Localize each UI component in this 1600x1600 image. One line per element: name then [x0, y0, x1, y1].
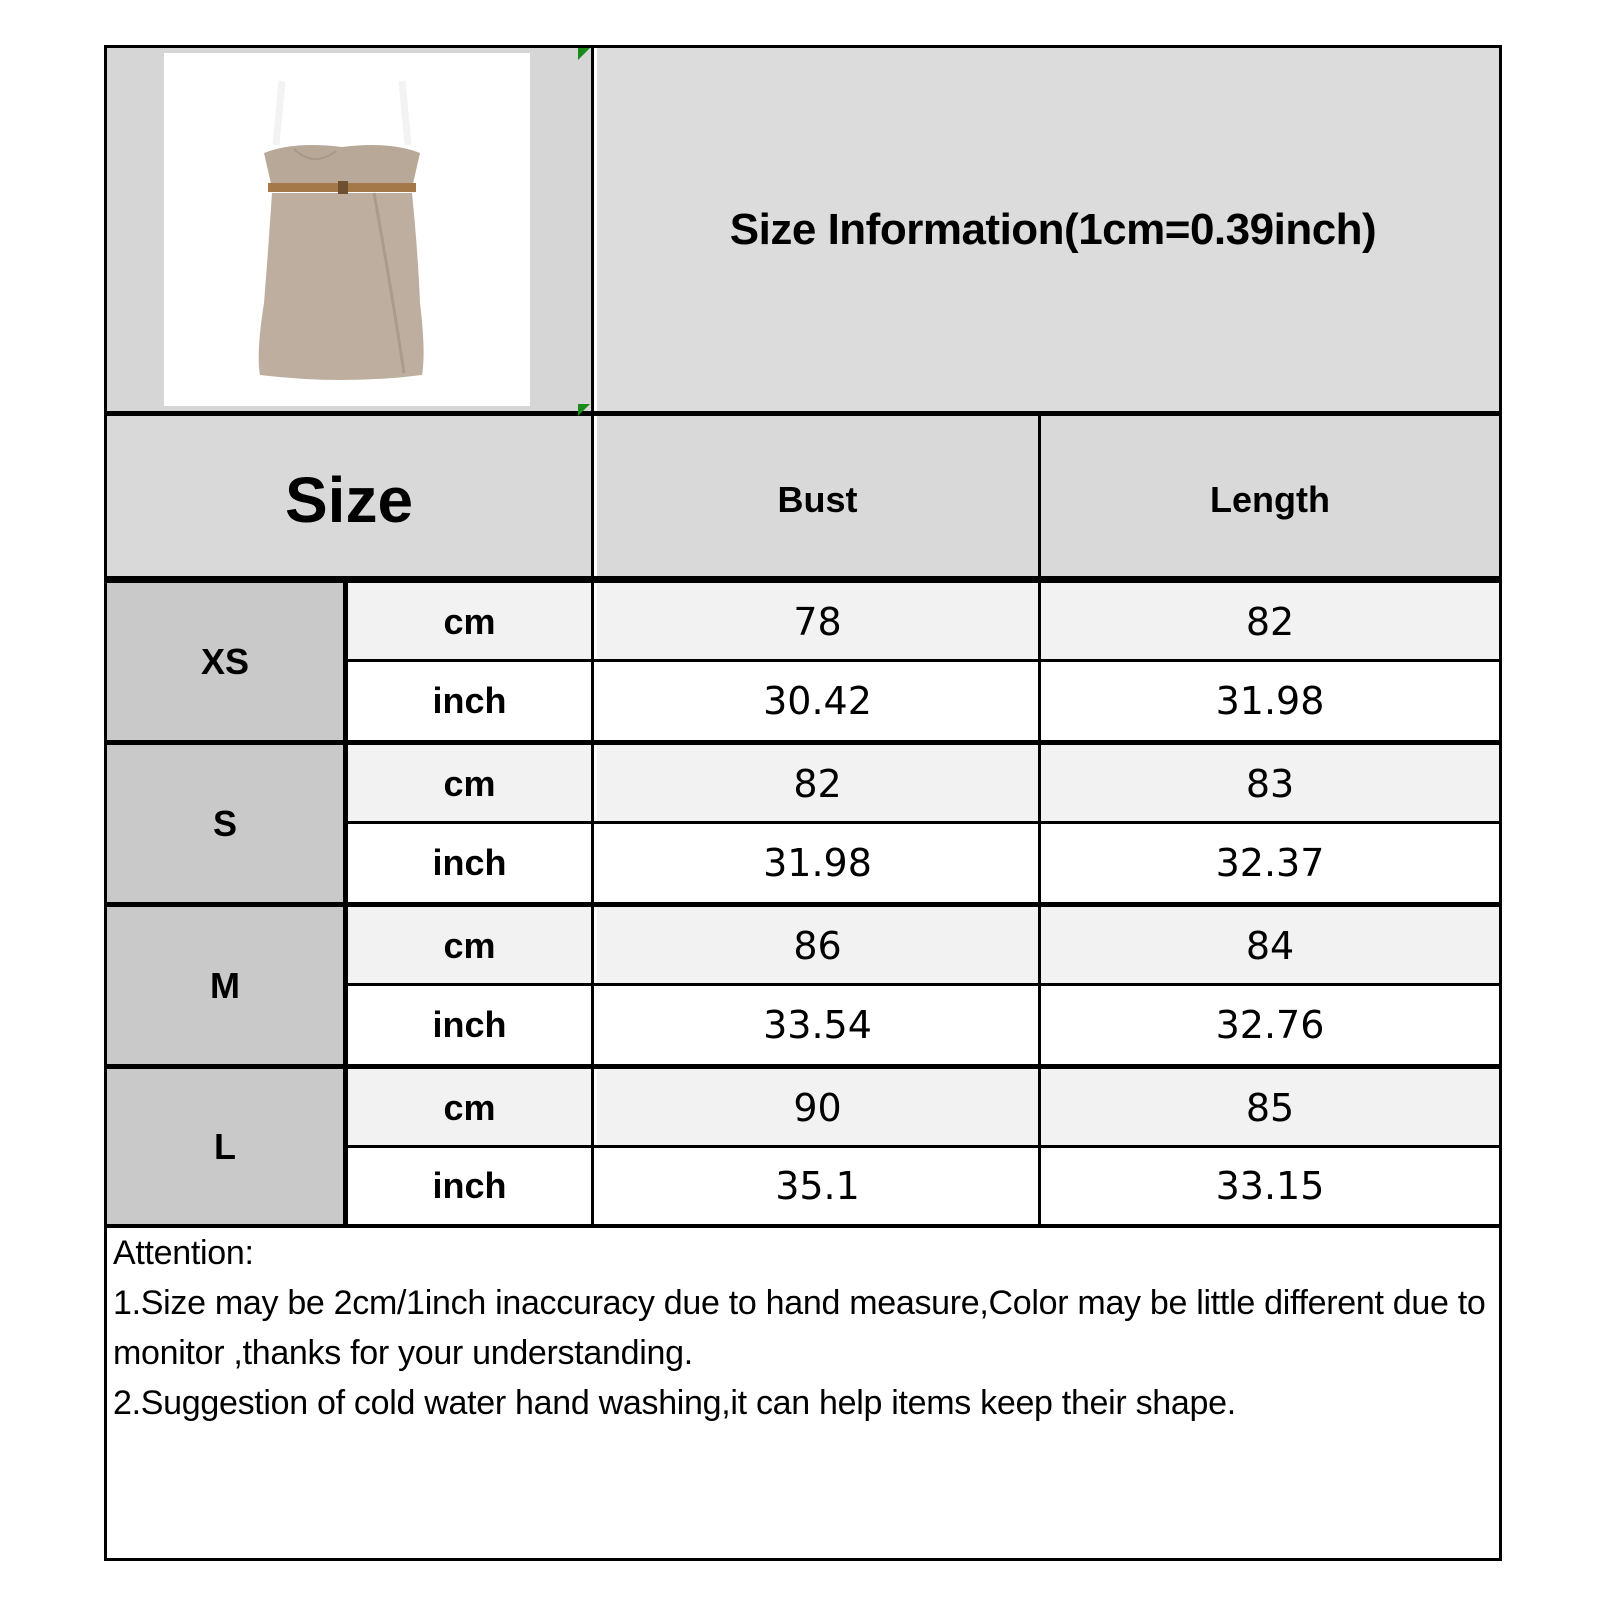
notes-heading: Attention:	[113, 1234, 254, 1272]
unit-label: cm	[348, 1069, 594, 1146]
column-divider	[1038, 583, 1041, 1224]
size-name: L	[107, 1069, 348, 1224]
bust-value: 78	[597, 583, 1038, 660]
note-line-1: 1.Size may be 2cm/1inch inaccuracy due to hand measure,Color may be little different due to monitor ,thanks for your understanding.	[113, 1284, 1486, 1372]
bust-value: 86	[597, 907, 1038, 984]
bust-value: 35.1	[597, 1148, 1038, 1224]
length-value: 82	[1041, 583, 1499, 660]
page-title: Size Information(1cm=0.39inch)	[729, 204, 1377, 254]
unit-label: inch	[348, 662, 594, 740]
bust-value: 90	[597, 1069, 1038, 1146]
bust-header: Bust	[597, 416, 1038, 583]
length-header: Length	[1041, 416, 1499, 583]
length-value: 33.15	[1041, 1148, 1499, 1224]
bust-value: 30.42	[597, 662, 1038, 740]
bust-value: 33.54	[597, 986, 1038, 1064]
length-value: 84	[1041, 907, 1499, 984]
length-value: 32.37	[1041, 824, 1499, 902]
product-image-cell	[107, 48, 594, 411]
size-name: XS	[107, 583, 348, 740]
size-header-cell	[107, 416, 594, 583]
size-chart-table	[104, 45, 1502, 1561]
unit-label: cm	[348, 907, 594, 984]
unit-label: cm	[348, 583, 594, 660]
length-value: 85	[1041, 1069, 1499, 1146]
cell-corner-marker	[578, 48, 590, 60]
size-name: S	[107, 745, 348, 902]
size-header: Size	[284, 463, 414, 536]
unit-label: inch	[348, 824, 594, 902]
unit-label: inch	[348, 986, 594, 1064]
length-value: 31.98	[1041, 662, 1499, 740]
dress-image	[164, 53, 530, 406]
divider	[107, 576, 1499, 583]
note-line-2: 2.Suggestion of cold water hand washing,it can help items keep their shape.	[113, 1384, 1236, 1422]
title-cell	[597, 48, 1499, 411]
length-value: 83	[1041, 745, 1499, 822]
product-photo	[164, 53, 530, 406]
size-name: M	[107, 907, 348, 1064]
length-value: 32.76	[1041, 986, 1499, 1064]
bust-value: 31.98	[597, 824, 1038, 902]
cell-corner-marker	[578, 404, 590, 416]
bust-value: 82	[597, 745, 1038, 822]
unit-label: cm	[348, 745, 594, 822]
attention-notes	[113, 1228, 1493, 1428]
unit-label: inch	[348, 1148, 594, 1224]
